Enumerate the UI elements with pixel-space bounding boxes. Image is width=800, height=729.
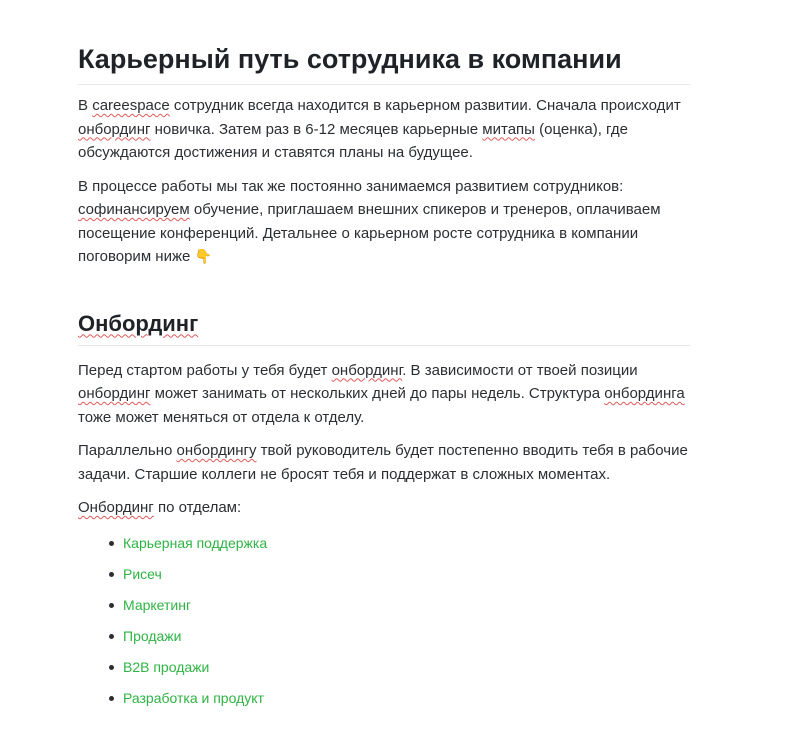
text: обучение, приглашаем внешних спикеров и тренеров, оплачиваем посещение конференций. Детальнее о карьерном росте сотрудника в компании поговорим ниже [78, 201, 661, 265]
section-heading-text: Онбординг [78, 310, 199, 336]
meetups-word: митапы [482, 120, 535, 138]
document [78, 40, 690, 714]
page-title: Карьерный путь сотрудника в компании [78, 40, 690, 85]
onboarding-word: онбординг [331, 361, 403, 379]
list-item [107, 590, 690, 621]
onboarding-word: онбординга [604, 385, 685, 402]
department-list [78, 528, 690, 714]
department-link-research[interactable]: Рисеч [123, 565, 162, 582]
onboarding-word: онбординг [78, 385, 151, 402]
intro-paragraph-1 [78, 94, 690, 165]
department-link-development-product[interactable]: Разработка и продукт [123, 689, 264, 706]
onboarding-section [78, 309, 690, 714]
bullet-icon [109, 541, 114, 546]
cofinance-word: софинансируем [78, 201, 190, 218]
onboarding-word: онбординг [78, 120, 151, 138]
onboarding-paragraph-2 [78, 439, 690, 486]
list-item [107, 683, 690, 714]
text: сотрудник всегда находится в карьерном развитии. Сначала происходит [169, 97, 681, 114]
onboarding-paragraph-1 [78, 359, 690, 430]
text: твой руководитель будет постепенно вводить тебя в рабочие задачи. Старшие коллеги не бросят тебя и поддержат в сложных моментах. [78, 442, 688, 483]
onboarding-paragraph-3 [78, 496, 690, 520]
department-link-sales[interactable]: Продажи [123, 627, 182, 644]
bullet-icon [109, 696, 114, 701]
bullet-icon [109, 634, 114, 639]
list-item [107, 621, 690, 652]
text: В [78, 97, 93, 114]
text: В процессе работы мы так же постоянно занимаемся развитием сотрудников: [78, 177, 624, 195]
list-item [107, 559, 690, 590]
bullet-icon [109, 572, 114, 577]
pointing-down-icon: 👇 [194, 248, 212, 264]
text: тоже может меняться от отдела к отделу. [78, 408, 365, 426]
onboarding-word: Онбординг [78, 499, 154, 516]
company-name: careespace [92, 97, 170, 114]
department-link-b2b-sales[interactable]: B2B продажи [123, 658, 210, 675]
section-heading-onboarding [78, 309, 690, 346]
text: Параллельно [78, 442, 177, 459]
intro-paragraph-2 [78, 175, 690, 269]
department-link-marketing[interactable]: Маркетинг [123, 596, 192, 613]
onboarding-word: онбордингу [176, 442, 257, 459]
list-item [107, 652, 690, 683]
text: (оценка), где обсуждаются достижения и ставятся планы на будущее. [78, 120, 628, 161]
list-item [107, 528, 690, 559]
text: новичка. Затем раз в 6-12 месяцев карьерные [150, 120, 483, 138]
text: Перед стартом работы у тебя будет [78, 361, 332, 379]
department-link-career-support[interactable]: Карьерная поддержка [123, 534, 268, 551]
text: . В зависимости от твоей позиции [402, 361, 638, 379]
text: может занимать от нескольких дней до пары недель. Структура [150, 385, 605, 402]
text: по отделам: [153, 499, 242, 516]
bullet-icon [109, 665, 114, 670]
bullet-icon [109, 603, 114, 608]
